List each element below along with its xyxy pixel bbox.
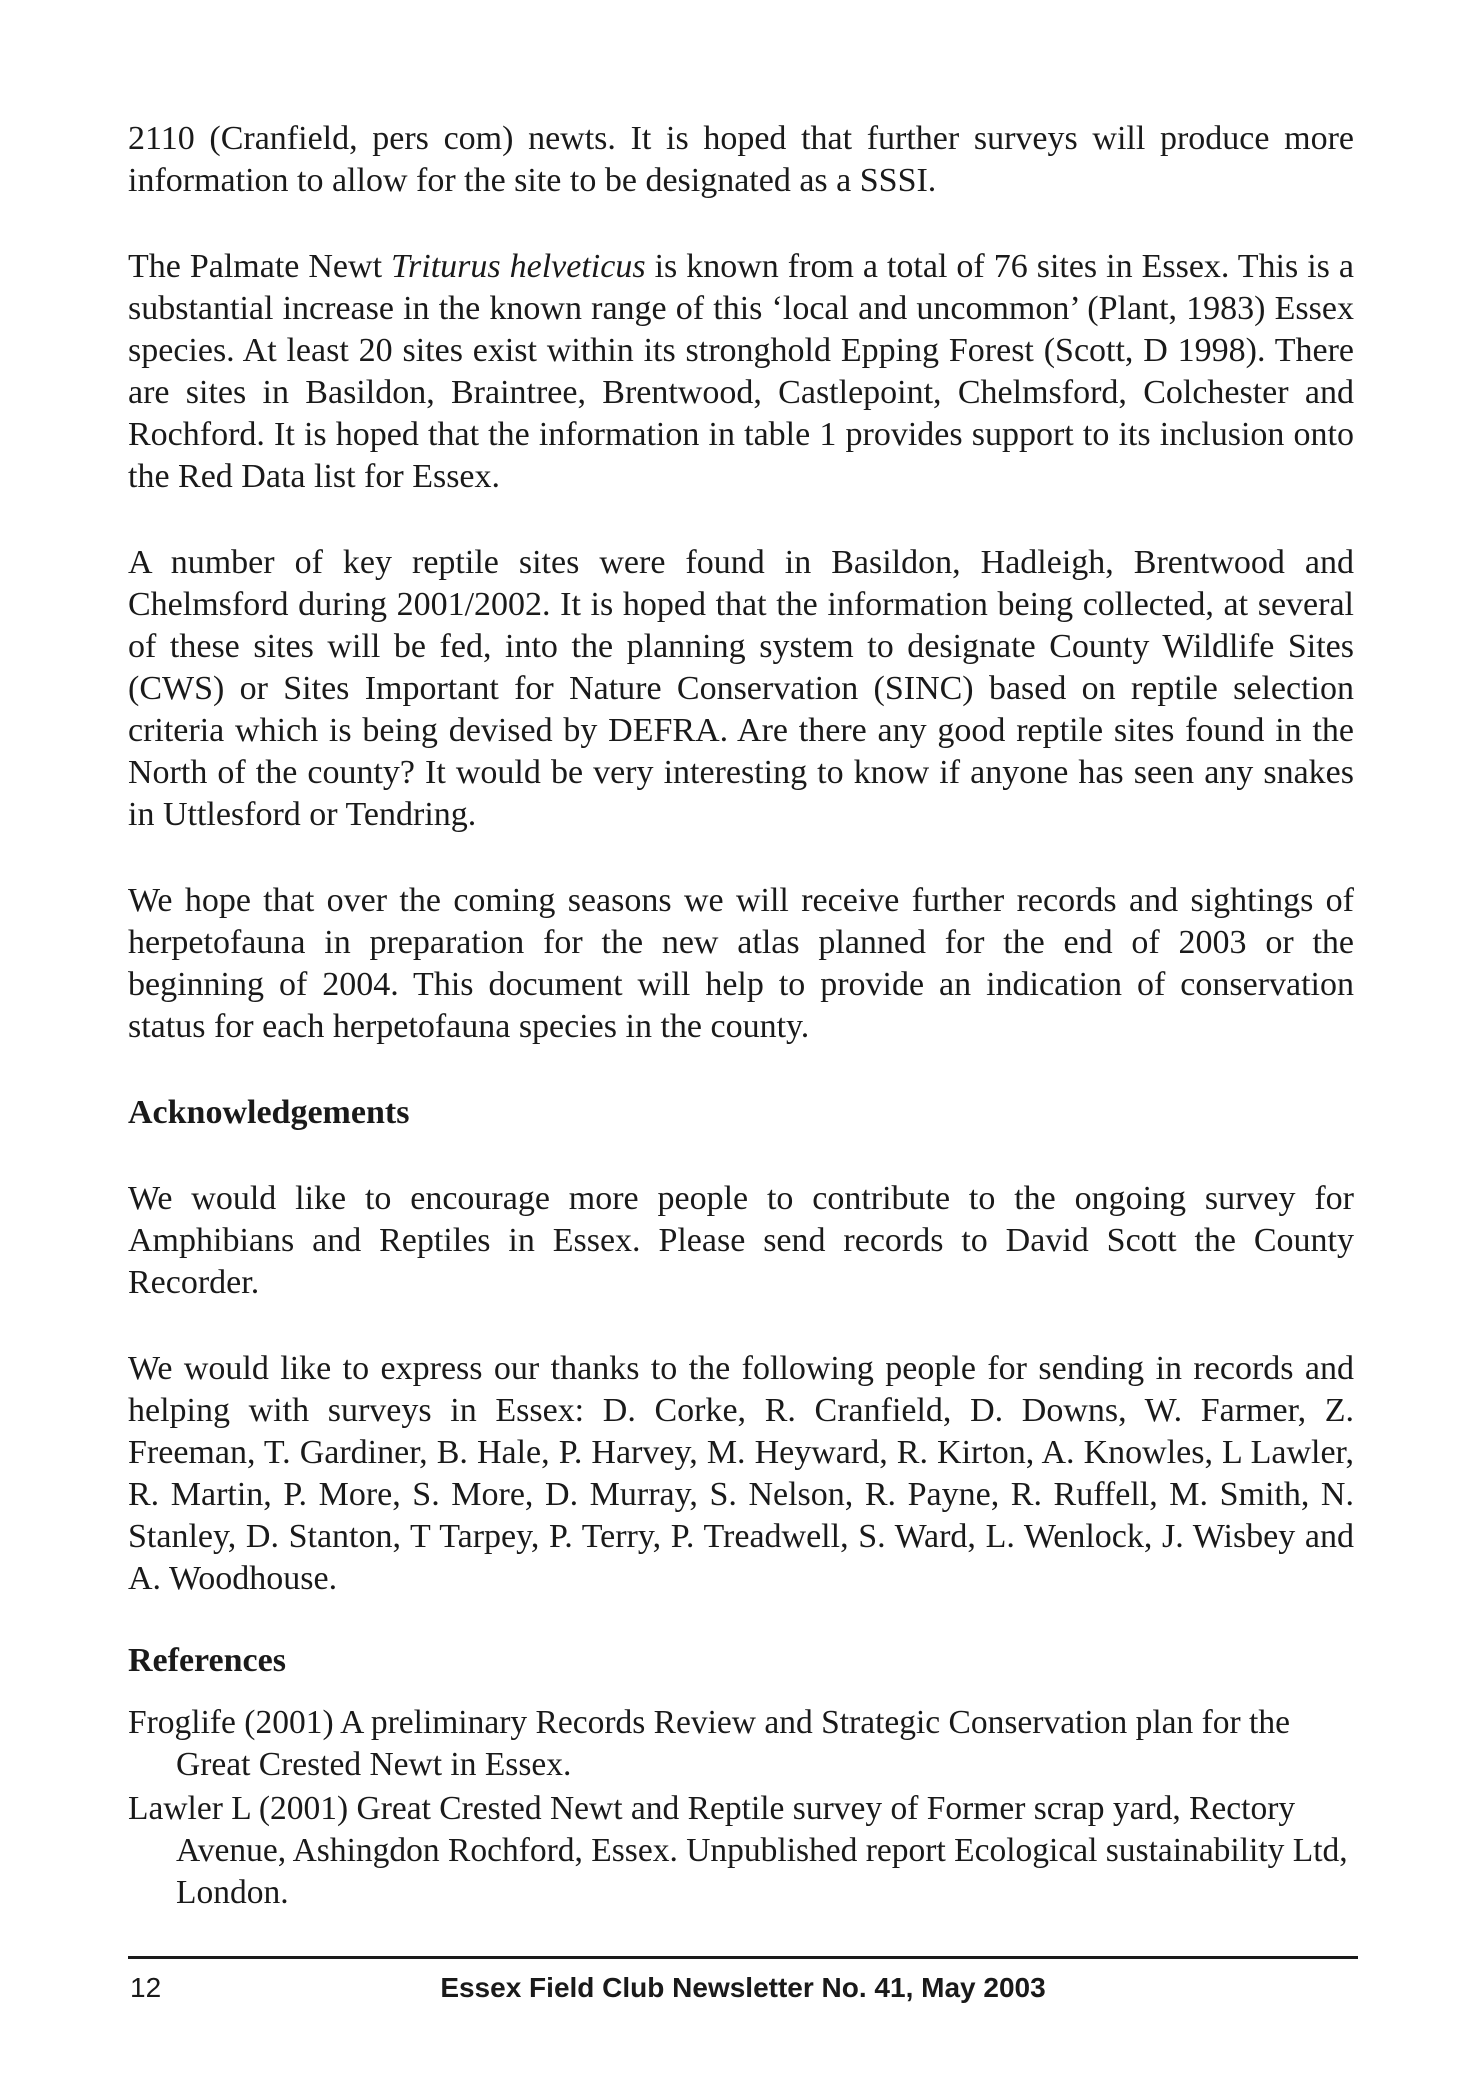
references-heading: References [128, 1642, 286, 1679]
paragraph-thanks-contributors: We would like to express our thanks to the following people for sending in records and helping with surveys in Essex: D. Corke, R. Cranfield, D. Downs, W. Farmer, Z. Freeman, T. Gardiner, B. Hale, P. Harvey, M. Heyward, R. Kirton, A. Knowles, L Lawler, R. Martin, P. More, S. More, D. Murray, S. Nelson, R. Payne, R. Ruffell, M. Smith, N. Stanley, D. Stanton, T Tarpey, P. Terry, P. Treadwell, S. Ward, L. Wenlock, J. Wisbey and A. Woodhouse. [128, 1350, 1354, 1597]
newsletter-title: Essex Field Club Newsletter No. 41, May 2003 [440, 1972, 1046, 2003]
page-footer [128, 1968, 1358, 2008]
page-number: 12 [130, 1972, 162, 2003]
species-name-triturus-helveticus: Triturus helveticus [391, 248, 646, 285]
page-content [128, 118, 1354, 1916]
reference-item-froglife: Froglife (2001) A preliminary Records Review and Strategic Conservation plan for the Great Crested Newt in Essex. [128, 1704, 1290, 1783]
footer-divider [128, 1956, 1358, 1959]
paragraph-great-crested-newt-site: 2110 (Cranfield, pers com) newts. It is hoped that further surveys will produce more information to allow for the site to be designated as a SSSI. [128, 120, 1354, 199]
acknowledgements-heading: Acknowledgements [128, 1094, 410, 1131]
palmate-body-text: is known from a total of 76 sites in Essex. This is a substantial increase in the known range of this ‘local and uncommon’ (Plant, 1983) Essex species. At least 20 sites exist within its stronghold Epping Forest (Scott, D 1998). There are sites in Basildon, Braintree, Brentwood, Castlepoint, Chelmsford, Colchester and Rochford. It is hoped that the information in table 1 provides support to its inclusion onto the Red Data list for Essex. [128, 248, 1354, 495]
reference-item-lawler: Lawler L (2001) Great Crested Newt and Reptile survey of Former scrap yard, Rectory Avenue, Ashingdon Rochford, Essex. Unpublished report Ecological sustainability Ltd, London. [128, 1790, 1348, 1911]
paragraph-reptile-sites: A number of key reptile sites were found in Basildon, Hadleigh, Brentwood and Chelmsford during 2001/2002. It is hoped that the information being collected, at several of these sites will be fed, into the planning system to designate County Wildlife Sites (CWS) or Sites Important for Nature Conservation (SINC) based on reptile selection criteria which is being devised by DEFRA. Are there any good reptile sites found in the North of the county? It would be very interesting to know if anyone has seen any snakes in Uttlesford or Tendring. [128, 544, 1354, 833]
paragraph-encourage-contributions: We would like to encourage more people to contribute to the ongoing survey for Amphibians and Reptiles in Essex. Please send records to David Scott the County Recorder. [128, 1180, 1354, 1301]
reference-list [128, 1702, 1354, 1914]
palmate-intro-text: The Palmate Newt [128, 248, 392, 285]
paragraph-palmate-newt [128, 246, 1354, 498]
paragraph-future-records: We hope that over the coming seasons we will receive further records and sightings of herpetofauna in preparation for the new atlas planned for the end of 2003 or the beginning of 2004. This document will help to provide an indication of conservation status for each herpetofauna species in the county. [128, 882, 1354, 1045]
